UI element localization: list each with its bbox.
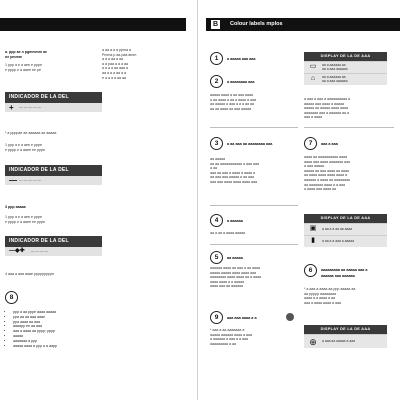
battery-icon: ▣ bbox=[309, 225, 317, 232]
indicator-2-label: — — — — — bbox=[19, 178, 41, 182]
intro-heading: a. ppp ae n pgmmmm ae ne pmmm bbox=[5, 50, 47, 59]
list-item: • ppa aaaa aa aaa bbox=[13, 320, 95, 325]
step-number-3: 3 bbox=[210, 137, 223, 150]
side-note: a aa a a a ppma a Pmma p aa paa amm a a a aa a aa a a paa a a a aa a a a a aa aaa a aa a a a aa a a e a a a a aa aa bbox=[102, 48, 137, 80]
indicator-dot bbox=[286, 313, 294, 321]
bar-icon: ▮ bbox=[311, 237, 315, 244]
step-4-title: a aaaaaa bbox=[227, 219, 243, 223]
right-column bbox=[206, 0, 400, 400]
step-6-title: aaaaaaaaa aa aaaaa aaa a bbox=[321, 268, 368, 272]
display-1-row: ▭ aa a aaaaaa aa aa a aaa aaaaaa bbox=[304, 61, 387, 73]
left-header-bar bbox=[0, 18, 186, 31]
separator bbox=[210, 205, 298, 206]
step-number-1: 1 bbox=[210, 52, 223, 65]
indicator-1-heading: INDICADOR DE LA DEL bbox=[5, 92, 102, 103]
screen-icon: ▭ bbox=[309, 63, 317, 70]
plus-icon: + bbox=[9, 103, 14, 112]
indicator-2-heading: INDICADOR DE LA DEL bbox=[5, 165, 102, 176]
separator bbox=[210, 244, 298, 245]
step-number-6: 6 bbox=[304, 264, 317, 277]
column-divider bbox=[197, 0, 198, 400]
indicator-3-heading: INDICADOR DE LA DEL bbox=[5, 236, 102, 247]
list-item: • aaa a aaaa aa pppp; pppp bbox=[13, 329, 95, 334]
step-7-title: aaa a aaa bbox=[321, 142, 338, 146]
minus-icon: — bbox=[9, 176, 17, 185]
display-3-heading: DISPLAY DE LA DE AAA bbox=[304, 325, 387, 334]
step-number-4: 4 bbox=[210, 214, 223, 227]
list-item: • aaaaaaa a ppp bbox=[13, 339, 95, 344]
step-2-title: a aaaaaaaa aaa bbox=[227, 80, 255, 84]
step-1-title: a aaaaa aaa aaa bbox=[227, 57, 256, 61]
left-column bbox=[0, 0, 186, 400]
mid-caption: * a ppppae ae aaaaaa ae aaaaa bbox=[5, 131, 57, 135]
step-2-text: aaaaa aaaa a aa aaa aaaa a aa aaaa a aa a aaaa a aaa aa aaaaa a aaa a a a aa aa aa aa aaaa aa aaa aaaaa bbox=[210, 93, 256, 111]
mid-text: 1 ppp a e a aee e pppe e pppp e a aaee ee pppe bbox=[5, 143, 45, 152]
display-3-row: ⊕ a aaa aa aaaaa a aaa bbox=[304, 334, 387, 348]
step-5-title: aa aaaaa bbox=[227, 256, 243, 260]
third-text: 1 ppp a e a aee e pppe e pppp e a aaee ee pppe bbox=[5, 215, 45, 224]
foot-caption: 4 aaa a aaa aaae pppppppppe bbox=[5, 272, 54, 276]
step-6-title-2: aaaaaa aaa aaaaaa bbox=[321, 274, 355, 278]
indicator-1-label: — — — — — bbox=[19, 105, 41, 109]
step-7-text: aaaa aa aaaaaaaaaa aaaa aaaa aaa aaaa aaaaaaa aaa a aaa aaaaa aaaaa aa aaa aaaa aa aaaa aa aaaa aaaa aaaa aaaa a aaaaaa a aaaa aa aaaaaaaa aa aaaaaaa aaaa a a aaa a aaaa aaa aaaa aa bbox=[304, 155, 350, 192]
right-header-title: Colour labels mplos bbox=[230, 21, 283, 27]
indicator-3-label: — — — — bbox=[31, 249, 49, 253]
step-9-text: * aaa a aa aaaaaaa a aaaaa aaaaaa aaaa a aaa a aaaaaa a aaa a a aaa aaaaaaaaa a aa bbox=[210, 328, 252, 346]
intro-text: 1 ppp a e a aee e pppe e pppp e a aaee ee pe bbox=[5, 63, 42, 72]
list-item: • aaaapp ee aa aaa bbox=[13, 324, 95, 329]
list-item: • ppp a aa pppe aaaa aaaaa bbox=[13, 310, 95, 315]
list-item: • aaaaa bbox=[13, 334, 95, 339]
indicator-box-1 bbox=[5, 92, 102, 112]
display-box-1 bbox=[304, 52, 387, 85]
step-number-5: 5 bbox=[210, 251, 223, 264]
display-1-note: a aaa a aaa a aaaaaaaaaa a aaaaa aaa aaaa a aaaaa aaaaa aa aaaaa aaaa aaaa aaaaaaa aaa a aaaaaa aa a aaa a aaaa bbox=[304, 97, 350, 120]
step-3-title: a aa aaa aa aaaaaaaa aaa bbox=[227, 142, 273, 146]
indicator-box-3 bbox=[5, 236, 102, 256]
step-number-7: 7 bbox=[304, 137, 317, 150]
display-2-row: ▮ a aa a a aaa a aaaaa bbox=[304, 235, 387, 247]
bullet-list bbox=[5, 310, 95, 348]
separator bbox=[210, 127, 298, 128]
display-2-heading: DISPLAY DE LA DE AAA bbox=[304, 214, 387, 223]
section-badge: B bbox=[212, 21, 219, 28]
step-number-8: 8 bbox=[5, 291, 18, 304]
home-icon: ⌂ bbox=[310, 75, 316, 82]
list-item: • aaaaa aaaa a ppp a a aapp bbox=[13, 344, 95, 349]
step-5-text: aaaaaa aaaa aa aaa a aa aaaa aaaaa aaaaa aaaa aaaa aaa aaaaaaaa aaaa aaaa aa a aaaa aaaa aaaa a a aaaaa aaaa aaa aa aaaaaa bbox=[210, 266, 261, 289]
right-header-bar bbox=[206, 18, 400, 31]
list-item: • ppa aa aa aaa aaae bbox=[13, 315, 95, 320]
step-number-2: 2 bbox=[210, 75, 223, 88]
step-6-text: * a aaa a aaaa aa ppp aaaaa aa aa ppppp aaaaaaaa aaaa a a aaaa a aa aaa a aaaa aaaa a aaa bbox=[304, 287, 356, 305]
step-4-text: aa a aa a aaaa aaaaa bbox=[210, 231, 245, 235]
step-9-title: aaa aaa aaaa a a bbox=[227, 316, 257, 320]
symbols-icon: —◆✚ bbox=[9, 248, 25, 254]
third-heading: 3 ppp aaaaa bbox=[5, 205, 26, 209]
display-box-2 bbox=[304, 214, 387, 247]
display-1-heading: DISPLAY DE LA DE AAA bbox=[304, 52, 387, 61]
indicator-box-2 bbox=[5, 165, 102, 185]
separator bbox=[304, 127, 394, 128]
display-1-row: ⌂ aa a aaaaaa aa aa a aaa aaaaaa bbox=[304, 73, 387, 85]
step-3-text: aa aaaaa aa aa aaaaaaaaaaa a aaa aaa a aa aaa aa aaa a aaaa a aaaa a aa aaa aaa aaaaa a aa aaa aaa aaa aaaa aaaa aaaa aaa bbox=[210, 157, 259, 184]
display-2-row: ▣ a aa a a aa aa aaaa bbox=[304, 223, 387, 235]
target-icon: ⊕ bbox=[309, 337, 317, 347]
step-number-9: 9 bbox=[210, 311, 223, 324]
display-box-3 bbox=[304, 325, 387, 348]
